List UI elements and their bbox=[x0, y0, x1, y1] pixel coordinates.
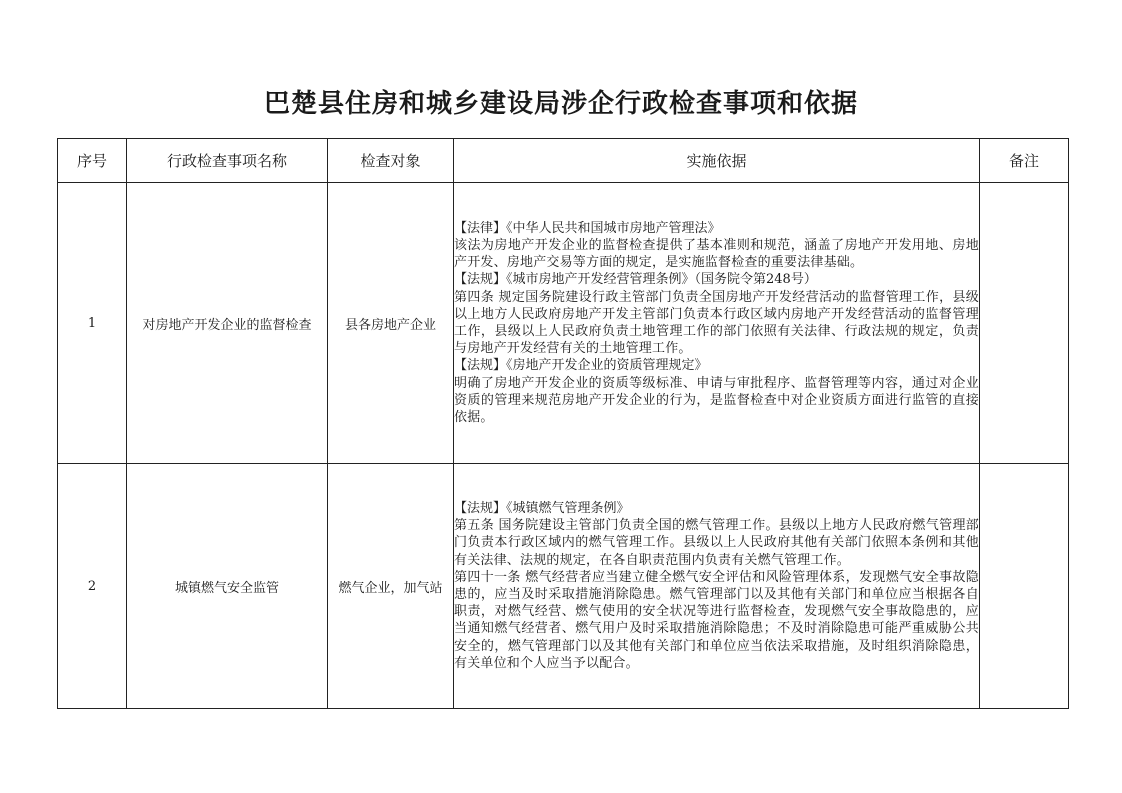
header-item-name: 行政检查事项名称 bbox=[127, 139, 328, 183]
row-target: 县各房地产企业 bbox=[328, 183, 454, 464]
row-note bbox=[980, 183, 1069, 464]
row-note bbox=[980, 464, 1069, 709]
header-basis: 实施依据 bbox=[454, 139, 980, 183]
row-index: 1 bbox=[58, 183, 127, 464]
basis-heading: 【法规】《城市房地产开发经营管理条例》（国务院令第248号） bbox=[454, 272, 817, 288]
row-item-name: 城镇燃气安全监管 bbox=[127, 464, 328, 709]
header-note: 备注 bbox=[980, 139, 1069, 183]
row-basis bbox=[454, 183, 980, 464]
table-row bbox=[58, 464, 1069, 709]
basis-text: 第五条 国务院建设主管部门负责全国的燃气管理工作。县级以上地方人民政府燃气管理部门负责本行政区域内的燃气管理工作。县级以上人民政府其他有关部门依照本条例和其他有关法律、法规的规定，在各自职责范围内负责有关燃气管理工作。 bbox=[454, 518, 979, 568]
table-header-row bbox=[58, 139, 1069, 183]
basis-text: 明确了房地产开发企业的资质等级标准、申请与审批程序、监督管理等内容，通过对企业资质的管理来规范房地产开发企业的行为，是监督检查中对企业资质方面进行监管的直接依据。 bbox=[454, 375, 979, 426]
row-target: 燃气企业，加气站 bbox=[328, 464, 454, 709]
basis-text: 第四十一条 燃气经营者应当建立健全燃气安全评估和风险管理体系，发现燃气安全事故隐患的，应当及时采取措施消除隐患。燃气管理部门以及其他有关部门和单位应当根据各自职责，对燃气经营、燃气使用的安全状况等进行监督检查，发现燃气安全事故隐患的，应当通知燃气经营者、燃气用户及时采取措施消除隐患；不及时消除隐患可能严重威胁公共安全的，燃气管理部门以及其他有关部门和单位应当依法采取措施，及时组织消除隐患，有关单位和个人应当予以配合。 bbox=[454, 569, 979, 671]
basis-text: 该法为房地产开发企业的监督检查提供了基本准则和规范，涵盖了房地产开发用地、房地产开发、房地产交易等方面的规定，是实施监督检查的重要法律基础。 bbox=[454, 237, 979, 271]
table-row bbox=[58, 183, 1069, 464]
row-basis bbox=[454, 464, 980, 709]
basis-heading: 【法规】《房地产开发企业的资质管理规定》 bbox=[454, 358, 708, 374]
row-item-name: 对房地产开发企业的监督检查 bbox=[127, 183, 328, 464]
basis-text: 第四条 规定国务院建设行政主管部门负责全国房地产开发经营活动的监督管理工作，县级以上地方人民政府房地产开发主管部门负责本行政区域内房地产开发经营活动的监督管理工作，县级以上人民政府负责土地管理工作的部门依照有关法律、行政法规的规定，负责与房地产开发经营有关的土地管理工作。 bbox=[454, 289, 979, 357]
basis-heading: 【法律】《中华人民共和国城市房地产管理法》 bbox=[454, 220, 721, 236]
header-target: 检查对象 bbox=[328, 139, 454, 183]
inspection-table bbox=[57, 138, 1069, 709]
basis-heading: 【法规】《城镇燃气管理条例》 bbox=[454, 500, 630, 516]
header-index: 序号 bbox=[58, 139, 127, 183]
row-index: 2 bbox=[58, 464, 127, 709]
page-title: 巴楚县住房和城乡建设局涉企行政检查事项和依据 bbox=[263, 89, 858, 119]
